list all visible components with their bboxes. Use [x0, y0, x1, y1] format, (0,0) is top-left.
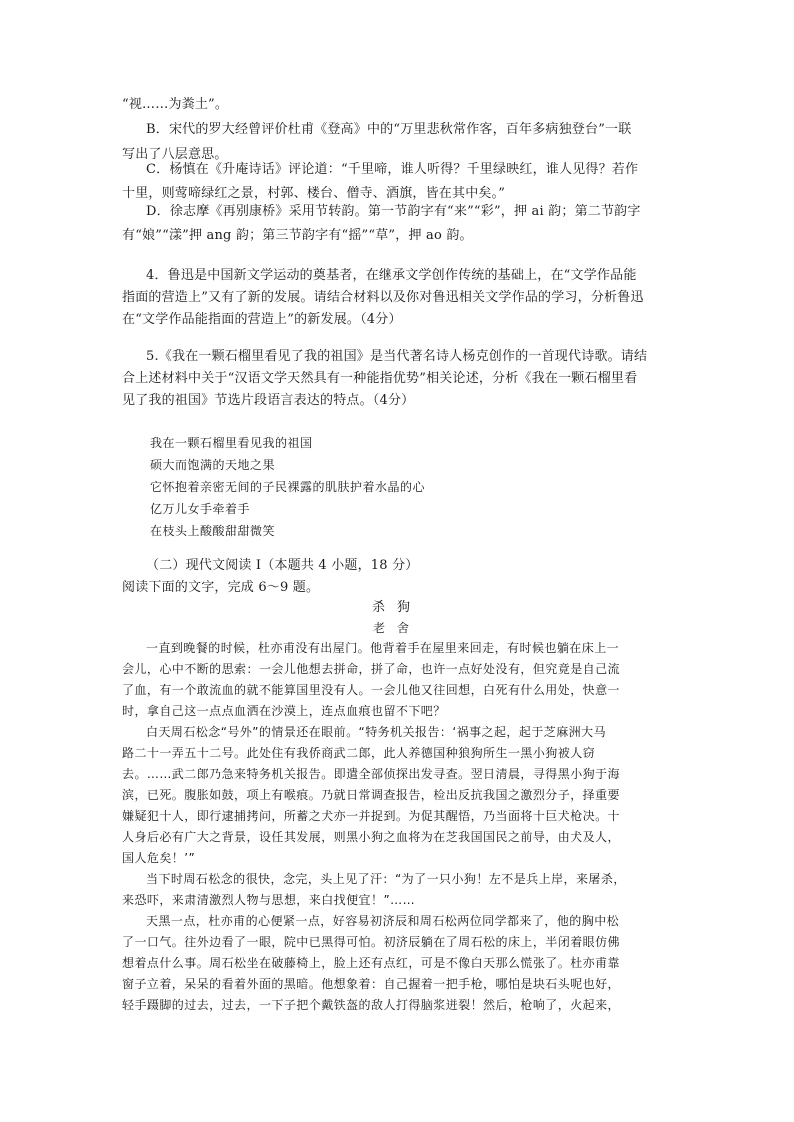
section-instruction: 阅读下面的文字，完成 6～9 题。: [122, 580, 320, 595]
story-line: 想着点什么事。周石松坐在破藤椅上，脸上还有点红，可是不像白天那么慌张了。杜亦甫靠: [122, 956, 621, 970]
question-5-line-2: 合上述材料中关于“汉语文学天然具有一种能指优势”相关论述，分析《我在一颗石榴里看: [122, 371, 638, 386]
story-line: 滨，已死。腹胀如鼓，项上有喉痕。乃就日常调查报告，检出反抗我国之激烈分子，择重要: [122, 788, 621, 802]
story-line: 路二十一弄五十二号。此处住有我侨商武二郎，此人养德国种狼狗所生一黑小狗被人窃: [122, 746, 596, 760]
option-b-line-2: 写出了八层意思。: [122, 147, 228, 162]
poem-line-2: 硕大而饱满的天地之果: [150, 458, 276, 472]
poem-line-4: 亿万儿女手牵着手: [150, 502, 251, 516]
option-b-line-1: B．宋代的罗大经曾评价杜甫《登高》中的“万里悲秋常作客，百年多病独登台”一联: [146, 122, 632, 137]
story-line: 国人危矣！’”: [122, 851, 196, 865]
story-line: 当下时周石松念的很快，念完，头上见了汗：“为了一只小狗！左不是兵上岸，来屠杀，: [146, 872, 626, 886]
question-4-line-1: 4．鲁迅是中国新文学运动的奠基者，在继承文学创作传统的基础上，在“文学作品能: [146, 268, 637, 283]
story-line: 了血，有一个敢流血的就不能算国里没有人。一会儿他又往回想，白死有什么用处，快意一: [122, 683, 621, 697]
question-4-line-3: 在“文学作品能指面的营造上”的新发展。（4分）: [122, 312, 402, 327]
option-c-line-2: 十里，则莺啼绿红之景，村郭、楼台、僧寺、酒旗，皆在其中矣。”: [122, 186, 506, 201]
question-5-line-3: 见了我的祖国》节选片段语言表达的特点。（4分）: [122, 393, 415, 408]
story-line: 人身后必有广大之背景，设任其发展，则黑小狗之血将为在芝我国国民之前导，由犬及人，: [122, 830, 621, 844]
story-author: 老舍: [372, 621, 421, 635]
story-line: 轻手蹑脚的过去，过去，一下子把个戴铁盔的敌人打得脑浆迸裂！然后，枪响了，火起来，: [122, 998, 621, 1012]
story-line: 了一口气。往外边看了一眼，院中已黑得可怕。初济辰躺在了周石松的床上，半闭着眼仿佛: [122, 935, 621, 949]
section-header: （二）现代文阅读 I（本题共 4 小题，18 分）: [146, 558, 419, 573]
question-5-line-1: 5.《我在一颗石榴里看见了我的祖国》是当代著名诗人杨克创作的一首现代诗歌。请结: [146, 349, 648, 364]
poem-line-3: 它怀抱着亲密无间的子民裸露的肌肤护着水晶的心: [150, 480, 426, 494]
poem-line-5: 在枝头上酸酸甜甜微笑: [150, 524, 276, 538]
story-line: 天黑一点，杜亦甫的心便紧一点，好容易初济辰和周石松两位同学都来了，他的胸中松: [146, 914, 620, 928]
option-d-line-2: 有“娘”“漾”押 ang 韵；第三节韵字有“摇”“草”，押 ao 韵。: [122, 228, 473, 243]
option-d-line-1: D．徐志摩《再别康桥》采用节转韵。第一节韵字有“来”“彩”，押 ai 韵；第二节韵字: [146, 204, 641, 219]
story-line: 来恐吓，来肃清激烈人物与思想，来白找便宜！”……: [122, 893, 416, 907]
story-title: 杀狗: [371, 600, 422, 615]
question-4-line-2: 指面的营造上”又有了新的发展。请结合材料以及你对鲁迅相关文学作品的学习，分析鲁迅: [122, 290, 644, 305]
story-line: 一直到晚餐的时候，杜亦甫没有出屋门。他背着手在屋里来回走，有时候也躺在床上一: [146, 641, 620, 655]
story-line: 窗子立着，呆呆的看着外面的黑暗。他想象着：自己握着一把手枪，哪怕是块石头呢也好，: [122, 977, 621, 991]
story-line: 白天周石松念“号外”的情景还在眼前。“特务机关报告：‘祸事之起，起于芝麻洲大马: [146, 725, 607, 739]
story-line: 去。……武二郎乃急来特务机关报告。即遣全部侦探出发寻查。翌日清晨，寻得黑小狗于海: [122, 767, 621, 781]
story-line: 嫌疑犯十人，即行逮捕拷问，所蓄之犬亦一并捉到。为促其醒悟，乃当面将十巨犬枪决。十: [122, 809, 621, 823]
story-line: 时，拿自己这一点点血洒在沙漠上，连点血痕也留不下吧？: [122, 704, 446, 718]
option-c-line-1: C．杨慎在《升庵诗话》评论道：“千里啼，谁人听得？千里绿映红，谁人见得？若作: [146, 162, 639, 177]
poem-line-1: 我在一颗石榴里看见我的祖国: [150, 436, 313, 450]
option-a-tail: “视……为粪土”。: [122, 97, 229, 112]
story-line: 会儿，心中不断的思索：一会儿他想去拼命，拼了命，也许一点好处没有，但究竟是自己流: [122, 662, 621, 676]
